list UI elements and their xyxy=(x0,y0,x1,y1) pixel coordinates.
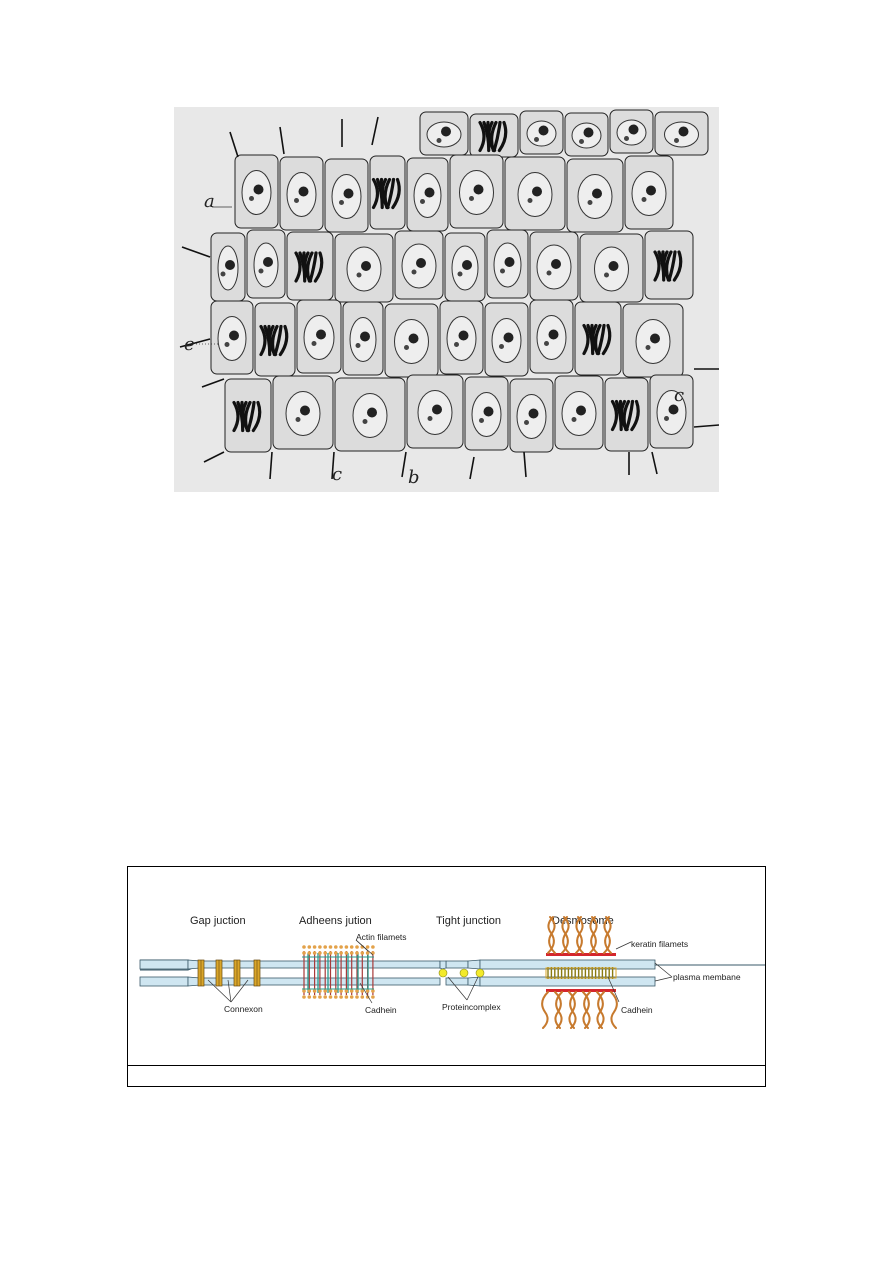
cell-junction-figure xyxy=(127,866,766,1087)
cell xyxy=(370,156,405,229)
cell xyxy=(385,304,438,377)
cell xyxy=(510,379,553,452)
cell xyxy=(445,233,485,301)
cell xyxy=(273,376,333,449)
epithelium-figure xyxy=(174,107,719,492)
cell xyxy=(287,232,333,300)
cell xyxy=(487,230,528,298)
title-desmosome: Desmosome xyxy=(552,915,614,927)
annotation-proteincomplex: Proteincomplex xyxy=(442,1002,501,1012)
cell xyxy=(325,159,368,232)
cell xyxy=(255,303,295,376)
cell xyxy=(407,158,448,231)
desmosome-structure xyxy=(542,917,617,1028)
label-e: e xyxy=(184,334,195,355)
cell xyxy=(580,234,643,302)
cell xyxy=(225,379,271,452)
cell xyxy=(211,233,245,301)
annotation-cadherin-adherens: Cadhein xyxy=(365,1005,397,1015)
cell xyxy=(335,378,405,451)
cell xyxy=(555,376,603,449)
title-gap-junction: Gap juction xyxy=(190,915,246,927)
epithelium-drawing xyxy=(174,107,719,492)
cell xyxy=(575,302,621,375)
cell xyxy=(395,231,443,299)
cell xyxy=(530,300,573,373)
cell xyxy=(247,230,285,298)
cell xyxy=(625,156,673,229)
annotation-actin-filaments: Actin filamets xyxy=(356,932,407,942)
cell xyxy=(567,159,623,232)
annotation-plasma-membrane: plasma membane xyxy=(673,972,741,982)
cell xyxy=(520,111,563,154)
cell xyxy=(235,155,278,228)
figure-caption-row xyxy=(128,1065,765,1086)
cell xyxy=(465,377,508,450)
tight-junction-complexes xyxy=(439,969,484,977)
cell xyxy=(530,232,578,300)
cell xyxy=(605,378,648,451)
cell xyxy=(655,112,708,155)
cell xyxy=(440,301,483,374)
cell xyxy=(280,157,323,230)
cell xyxy=(623,304,683,377)
label-a: a xyxy=(204,191,215,212)
label-c-right: c xyxy=(674,385,685,406)
annotation-connexon: Connexon xyxy=(224,1004,263,1014)
cell xyxy=(565,113,608,156)
title-adherens-junction: Adheens jution xyxy=(299,915,372,927)
title-tight-junction: Tight junction xyxy=(436,915,502,927)
annotation-cadherin-desmosome: Cadhein xyxy=(621,1005,653,1015)
cell xyxy=(450,155,503,228)
cell xyxy=(650,375,693,448)
label-b: b xyxy=(408,467,420,488)
cell xyxy=(297,300,341,373)
cell xyxy=(610,110,653,153)
cell xyxy=(211,301,253,374)
cell xyxy=(420,112,468,155)
label-c-bottom: c xyxy=(332,464,343,485)
cell xyxy=(505,157,565,230)
cell xyxy=(470,114,518,157)
cell xyxy=(485,303,528,376)
cell xyxy=(335,234,393,302)
cell xyxy=(343,302,383,375)
cell-junction-diagram xyxy=(128,867,765,1066)
cell xyxy=(407,375,463,448)
cell xyxy=(645,231,693,299)
adherens-junction-structure xyxy=(302,945,375,999)
annotation-keratin-filaments: keratin filamets xyxy=(631,939,689,949)
